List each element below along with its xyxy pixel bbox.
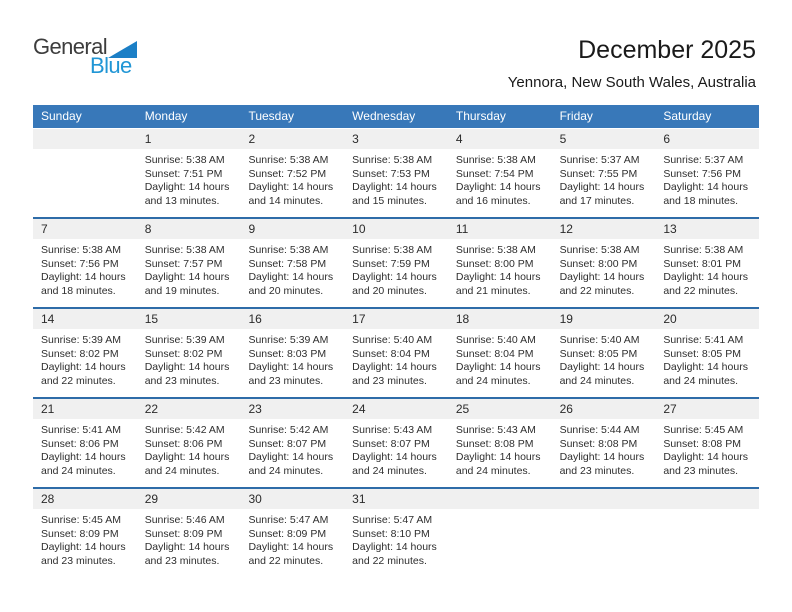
day-detail-line: Sunrise: 5:45 AM	[41, 514, 121, 526]
calendar-day-cell	[344, 129, 448, 217]
day-number: 2	[240, 129, 344, 149]
day-detail-line: Daylight: 14 hours	[248, 451, 334, 464]
page-subtitle: Yennora, New South Wales, Australia	[507, 74, 756, 91]
day-number: 28	[33, 489, 137, 509]
day-detail-line: and 24 minutes.	[455, 464, 531, 477]
day-detail-line: Sunrise: 5:43 AM	[352, 424, 433, 436]
day-detail-line: Daylight: 14 hours	[144, 271, 230, 284]
day-detail-line: Sunset: 8:00 PM	[455, 257, 534, 270]
general-blue-logo	[33, 36, 137, 77]
day-detail-line: Sunset: 7:52 PM	[248, 167, 327, 180]
day-details	[344, 329, 448, 388]
calendar-day-cell	[137, 129, 241, 217]
calendar-day-cell	[655, 219, 759, 307]
day-details	[448, 329, 552, 388]
day-number: 19	[552, 309, 656, 329]
day-detail-line: Daylight: 14 hours	[559, 451, 645, 464]
day-number	[655, 489, 759, 509]
day-number: 1	[137, 129, 241, 149]
day-detail-line: and 23 minutes.	[352, 374, 427, 387]
calendar-day-cell	[240, 489, 344, 577]
day-detail-line: and 18 minutes.	[41, 284, 116, 297]
day-detail-line: Daylight: 14 hours	[352, 451, 437, 464]
day-detail-line: Daylight: 14 hours	[455, 451, 541, 464]
day-detail-line: Sunrise: 5:38 AM	[41, 244, 121, 256]
day-detail-line: Sunset: 7:55 PM	[559, 167, 638, 180]
calendar-day-cell	[240, 399, 344, 487]
day-detail-line: Daylight: 14 hours	[663, 271, 748, 284]
day-detail-line: Sunrise: 5:41 AM	[663, 334, 744, 346]
day-detail-line: Sunset: 8:09 PM	[144, 527, 223, 540]
calendar-day-cell	[552, 219, 656, 307]
calendar-week-row	[33, 397, 759, 487]
day-detail-line: Sunrise: 5:42 AM	[144, 424, 225, 436]
day-detail-line: Sunset: 8:00 PM	[559, 257, 638, 270]
day-details	[137, 149, 241, 208]
day-number: 10	[344, 219, 448, 239]
day-detail-line: Daylight: 14 hours	[352, 361, 437, 374]
day-detail-line: Sunrise: 5:43 AM	[455, 424, 536, 436]
calendar-day-cell	[448, 309, 552, 397]
day-detail-line: Sunset: 8:09 PM	[248, 527, 327, 540]
day-detail-line: Daylight: 14 hours	[41, 541, 126, 554]
day-details	[344, 149, 448, 208]
day-detail-line: and 20 minutes.	[248, 284, 324, 297]
day-details	[655, 509, 759, 514]
day-number: 7	[33, 219, 137, 239]
day-detail-line: and 24 minutes.	[663, 374, 739, 387]
day-number: 24	[344, 399, 448, 419]
day-number	[33, 129, 137, 149]
day-detail-line: Daylight: 14 hours	[41, 451, 126, 464]
page-title: December 2025	[578, 36, 756, 64]
day-number: 4	[448, 129, 552, 149]
day-detail-line: and 21 minutes.	[455, 284, 531, 297]
day-details	[552, 239, 656, 298]
day-detail-line: Daylight: 14 hours	[559, 271, 645, 284]
day-number: 29	[137, 489, 241, 509]
day-details	[240, 149, 344, 208]
day-details	[240, 239, 344, 298]
day-details	[240, 419, 344, 478]
day-detail-line: Sunrise: 5:37 AM	[559, 154, 640, 166]
day-detail-line: Daylight: 14 hours	[41, 361, 126, 374]
logo-text-general: General	[33, 34, 108, 59]
calendar-day-cell	[33, 489, 137, 577]
day-detail-line: Daylight: 14 hours	[663, 451, 748, 464]
day-number: 20	[655, 309, 759, 329]
day-detail-line: Daylight: 14 hours	[455, 271, 541, 284]
day-detail-line: and 23 minutes.	[144, 554, 220, 567]
day-details	[655, 419, 759, 478]
day-number: 31	[344, 489, 448, 509]
day-number: 21	[33, 399, 137, 419]
day-details	[137, 419, 241, 478]
day-detail-line: Sunset: 8:02 PM	[144, 347, 223, 360]
day-detail-line: Daylight: 14 hours	[455, 181, 541, 194]
weekday-header-thursday: Thursday	[455, 109, 506, 123]
calendar	[33, 105, 759, 577]
day-details	[137, 509, 241, 568]
day-detail-line: Sunrise: 5:47 AM	[248, 514, 329, 526]
day-detail-line: Daylight: 14 hours	[144, 181, 230, 194]
day-detail-line: Sunrise: 5:38 AM	[455, 244, 536, 256]
day-detail-line: Daylight: 14 hours	[41, 271, 126, 284]
day-detail-line: Daylight: 14 hours	[248, 271, 334, 284]
calendar-empty-cell	[655, 489, 759, 577]
day-detail-line: Sunrise: 5:47 AM	[352, 514, 433, 526]
day-detail-line: Daylight: 14 hours	[455, 361, 541, 374]
calendar-day-cell	[344, 489, 448, 577]
day-details	[33, 329, 137, 388]
calendar-day-cell	[552, 129, 656, 217]
weekday-header-row	[33, 105, 759, 129]
day-detail-line: Sunset: 8:04 PM	[352, 347, 430, 360]
day-detail-line: Sunrise: 5:46 AM	[144, 514, 225, 526]
day-detail-line: Sunrise: 5:40 AM	[455, 334, 536, 346]
weekday-header-saturday: Saturday	[663, 109, 712, 123]
day-detail-line: Sunrise: 5:38 AM	[144, 154, 225, 166]
calendar-day-cell	[137, 489, 241, 577]
day-details	[344, 239, 448, 298]
day-details	[240, 509, 344, 568]
day-detail-line: Daylight: 14 hours	[144, 451, 230, 464]
day-details	[655, 239, 759, 298]
title-block	[508, 38, 756, 90]
day-detail-line: and 22 minutes.	[248, 554, 324, 567]
day-detail-line: and 13 minutes.	[144, 194, 220, 207]
day-details	[552, 149, 656, 208]
day-detail-line: Sunrise: 5:38 AM	[559, 244, 640, 256]
calendar-week-row	[33, 129, 759, 217]
day-details	[448, 239, 552, 298]
day-detail-line: Sunset: 8:08 PM	[455, 437, 534, 450]
calendar-week-row	[33, 307, 759, 397]
day-detail-line: Sunset: 7:59 PM	[352, 257, 430, 270]
day-detail-line: Sunrise: 5:38 AM	[248, 244, 329, 256]
day-detail-line: and 18 minutes.	[663, 194, 739, 207]
day-detail-line: Sunset: 8:05 PM	[663, 347, 741, 360]
day-details	[137, 239, 241, 298]
calendar-empty-cell	[552, 489, 656, 577]
day-detail-line: and 23 minutes.	[144, 374, 220, 387]
day-number: 11	[448, 219, 552, 239]
day-detail-line: Daylight: 14 hours	[144, 541, 230, 554]
day-number: 27	[655, 399, 759, 419]
day-detail-line: and 17 minutes.	[559, 194, 635, 207]
day-number: 3	[344, 129, 448, 149]
calendar-empty-cell	[33, 129, 137, 217]
day-detail-line: Sunrise: 5:39 AM	[248, 334, 329, 346]
day-detail-line: and 24 minutes.	[248, 464, 324, 477]
day-detail-line: Sunset: 8:07 PM	[352, 437, 430, 450]
day-detail-line: Sunset: 7:54 PM	[455, 167, 534, 180]
day-number: 30	[240, 489, 344, 509]
day-number: 9	[240, 219, 344, 239]
day-number: 17	[344, 309, 448, 329]
day-detail-line: Daylight: 14 hours	[248, 541, 334, 554]
day-details	[33, 419, 137, 478]
day-detail-line: Sunset: 8:07 PM	[248, 437, 327, 450]
day-detail-line: and 24 minutes.	[352, 464, 427, 477]
day-detail-line: Sunrise: 5:45 AM	[663, 424, 744, 436]
day-details	[552, 419, 656, 478]
day-detail-line: and 24 minutes.	[144, 464, 220, 477]
day-detail-line: Sunset: 8:04 PM	[455, 347, 534, 360]
day-detail-line: Sunset: 8:06 PM	[144, 437, 223, 450]
day-number: 22	[137, 399, 241, 419]
day-detail-line: Daylight: 14 hours	[352, 541, 437, 554]
day-number: 18	[448, 309, 552, 329]
day-detail-line: Sunrise: 5:38 AM	[663, 244, 744, 256]
day-details	[344, 509, 448, 568]
calendar-day-cell	[448, 219, 552, 307]
calendar-day-cell	[137, 219, 241, 307]
day-detail-line: Sunrise: 5:42 AM	[248, 424, 329, 436]
day-detail-line: and 20 minutes.	[352, 284, 427, 297]
day-detail-line: Sunrise: 5:38 AM	[352, 244, 433, 256]
day-details	[552, 329, 656, 388]
calendar-day-cell	[137, 399, 241, 487]
day-details	[448, 509, 552, 514]
day-number: 13	[655, 219, 759, 239]
day-detail-line: and 24 minutes.	[455, 374, 531, 387]
day-detail-line: Sunrise: 5:39 AM	[144, 334, 225, 346]
calendar-day-cell	[240, 219, 344, 307]
day-detail-line: and 23 minutes.	[559, 464, 635, 477]
day-detail-line: and 23 minutes.	[663, 464, 739, 477]
day-detail-line: and 22 minutes.	[559, 284, 635, 297]
calendar-day-cell	[655, 399, 759, 487]
weekday-header-tuesday: Tuesday	[248, 109, 295, 123]
day-detail-line: Daylight: 14 hours	[559, 361, 645, 374]
day-details	[240, 329, 344, 388]
day-detail-line: and 24 minutes.	[41, 464, 116, 477]
day-number	[552, 489, 656, 509]
day-detail-line: Sunrise: 5:38 AM	[248, 154, 329, 166]
day-detail-line: Sunrise: 5:41 AM	[41, 424, 121, 436]
calendar-day-cell	[344, 399, 448, 487]
day-number: 8	[137, 219, 241, 239]
day-detail-line: Daylight: 14 hours	[352, 181, 437, 194]
day-number: 12	[552, 219, 656, 239]
day-detail-line: Sunset: 8:05 PM	[559, 347, 638, 360]
calendar-day-cell	[240, 129, 344, 217]
day-detail-line: Sunset: 8:01 PM	[663, 257, 741, 270]
calendar-week-row	[33, 487, 759, 577]
day-detail-line: and 15 minutes.	[352, 194, 427, 207]
day-details	[33, 149, 137, 154]
calendar-day-cell	[344, 309, 448, 397]
day-number: 5	[552, 129, 656, 149]
day-detail-line: Sunset: 7:57 PM	[144, 257, 223, 270]
day-detail-line: Sunset: 7:56 PM	[663, 167, 741, 180]
day-number: 23	[240, 399, 344, 419]
day-detail-line: Daylight: 14 hours	[663, 181, 748, 194]
day-number: 15	[137, 309, 241, 329]
day-number: 16	[240, 309, 344, 329]
day-detail-line: Sunrise: 5:38 AM	[455, 154, 536, 166]
day-details	[137, 329, 241, 388]
logo-text-blue: Blue	[90, 53, 132, 78]
day-detail-line: and 14 minutes.	[248, 194, 324, 207]
day-detail-line: and 22 minutes.	[41, 374, 116, 387]
day-details	[552, 509, 656, 514]
day-details	[344, 419, 448, 478]
day-details	[33, 239, 137, 298]
day-detail-line: Sunset: 7:51 PM	[144, 167, 223, 180]
day-detail-line: Sunrise: 5:37 AM	[663, 154, 744, 166]
day-detail-line: Daylight: 14 hours	[352, 271, 437, 284]
day-details	[655, 329, 759, 388]
day-detail-line: Sunset: 7:56 PM	[41, 257, 119, 270]
day-detail-line: Daylight: 14 hours	[144, 361, 230, 374]
calendar-day-cell	[552, 309, 656, 397]
day-detail-line: and 16 minutes.	[455, 194, 531, 207]
day-detail-line: Sunset: 8:06 PM	[41, 437, 119, 450]
weekday-header-wednesday: Wednesday	[352, 109, 416, 123]
day-detail-line: Sunset: 7:53 PM	[352, 167, 430, 180]
calendar-day-cell	[137, 309, 241, 397]
day-detail-line: Sunset: 8:02 PM	[41, 347, 119, 360]
day-number: 14	[33, 309, 137, 329]
day-detail-line: and 22 minutes.	[663, 284, 739, 297]
calendar-day-cell	[448, 399, 552, 487]
day-number: 26	[552, 399, 656, 419]
day-detail-line: Daylight: 14 hours	[248, 181, 334, 194]
day-detail-line: Daylight: 14 hours	[559, 181, 645, 194]
day-detail-line: and 23 minutes.	[41, 554, 116, 567]
calendar-week-row	[33, 217, 759, 307]
weekday-header-friday: Friday	[559, 109, 593, 123]
day-detail-line: Sunrise: 5:38 AM	[144, 244, 225, 256]
day-number: 6	[655, 129, 759, 149]
day-detail-line: Sunrise: 5:39 AM	[41, 334, 121, 346]
day-detail-line: and 23 minutes.	[248, 374, 324, 387]
day-detail-line: and 19 minutes.	[144, 284, 220, 297]
day-detail-line: Sunset: 8:09 PM	[41, 527, 119, 540]
calendar-empty-cell	[448, 489, 552, 577]
day-detail-line: Daylight: 14 hours	[663, 361, 748, 374]
day-detail-line: Sunrise: 5:40 AM	[559, 334, 640, 346]
day-detail-line: Sunset: 7:58 PM	[248, 257, 327, 270]
day-details	[448, 149, 552, 208]
calendar-day-cell	[448, 129, 552, 217]
day-number	[448, 489, 552, 509]
day-details	[655, 149, 759, 208]
calendar-day-cell	[240, 309, 344, 397]
calendar-day-cell	[33, 399, 137, 487]
day-number: 25	[448, 399, 552, 419]
calendar-day-cell	[33, 309, 137, 397]
day-detail-line: Sunrise: 5:38 AM	[352, 154, 433, 166]
calendar-day-cell	[655, 129, 759, 217]
day-detail-line: and 22 minutes.	[352, 554, 427, 567]
day-detail-line: Sunset: 8:08 PM	[663, 437, 741, 450]
weekday-header-monday: Monday	[144, 109, 188, 123]
day-detail-line: Sunset: 8:03 PM	[248, 347, 327, 360]
day-detail-line: Daylight: 14 hours	[248, 361, 334, 374]
calendar-day-cell	[344, 219, 448, 307]
calendar-day-cell	[33, 219, 137, 307]
calendar-grid	[33, 129, 759, 577]
calendar-day-cell	[552, 399, 656, 487]
day-details	[33, 509, 137, 568]
day-detail-line: Sunset: 8:08 PM	[559, 437, 638, 450]
day-detail-line: Sunset: 8:10 PM	[352, 527, 430, 540]
weekday-header-sunday: Sunday	[41, 109, 82, 123]
day-detail-line: and 24 minutes.	[559, 374, 635, 387]
calendar-day-cell	[655, 309, 759, 397]
day-detail-line: Sunrise: 5:40 AM	[352, 334, 433, 346]
day-details	[448, 419, 552, 478]
day-detail-line: Sunrise: 5:44 AM	[559, 424, 640, 436]
